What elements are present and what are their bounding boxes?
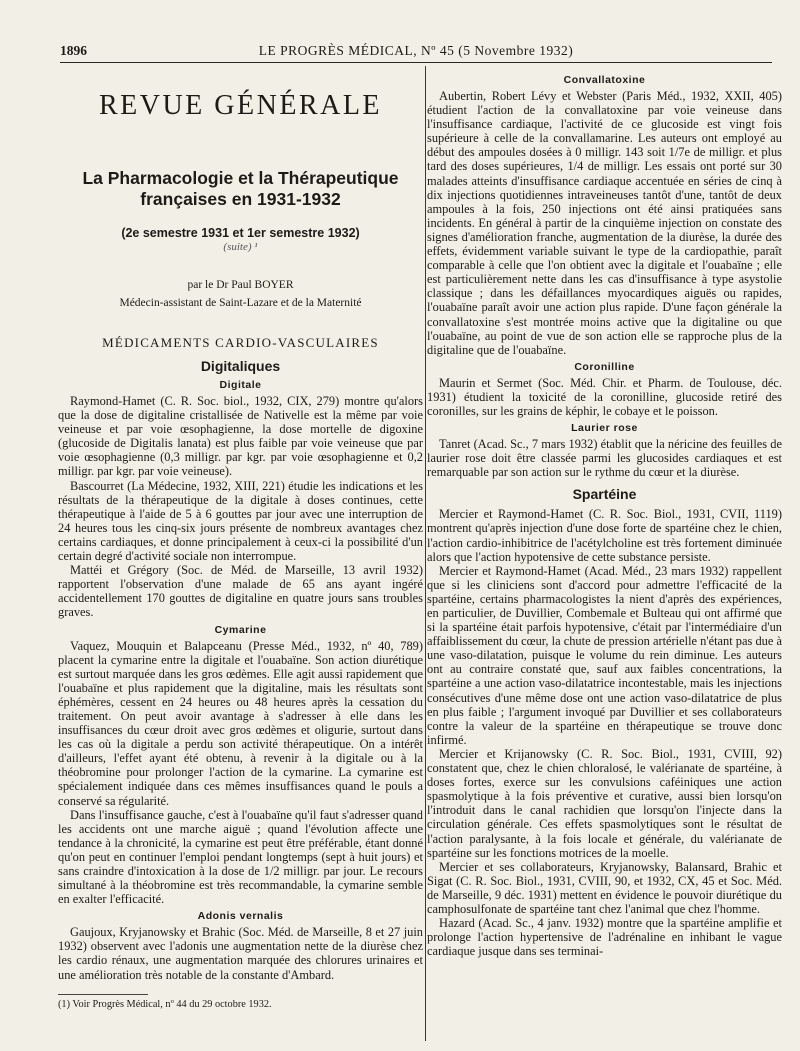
paragraph-sparteine-3: Mercier et Krijanowsky (C. R. Soc. Biol., 1931, CVIII, 92) constatent que, chez le chien chloralosé, le valérianate de spartéine, à doses fortes, exerce sur les convulsions caféiniques une action spasmolytique à la fois préventive et curative, aussi bien lorsqu'on l'introduit dans le canal rachidien que lorsqu'on l'injecte dans la circulation générale. Ces effets spasmolytiques sont le résultat de l'action paralysante, à la fois locale et générale, du valérianate de spartéine sur les fonctions motrices de la moelle.	[427, 746, 782, 860]
section-heading-sparteine: Spartéine	[572, 486, 637, 503]
subheading-coronilline: Coronilline	[574, 360, 635, 373]
paragraph-sparteine-1: Mercier et Raymond-Hamet (C. R. Soc. Biol., 1931, CVII, 1119) montrent qu'après injection d'une dose forte de spartéine chez le chien, l'action cardio-inhibitrice de l'acétylcholine est très fortement diminuée alors que l'action hypotensive de cette substance persiste.	[427, 507, 782, 564]
article-title	[58, 168, 423, 210]
paragraph-coronilline-1: Maurin et Sermet (Soc. Méd. Chir. et Pharm. de Toulouse, déc. 1931) étudient la toxicité de la coronilline, glucoside retiré des coronilles, sur les grains de képhir, le cobaye et le poisson.	[427, 375, 782, 418]
paragraph-cymarine-2: Dans l'insuffisance gauche, c'est à l'ouabaïne qu'il faut s'adresser quand les accidents ont une marche aiguë ; quand l'évolution affecte une tendance à la chronicité, la cymarine est peut être préférable, étant donné qu'on peut en continuer l'emploi pendant longtemps (sept à huit jours) et sans craindre d'intoxication à la dose de 1/2 milligr. par jour. Le recours simultané à la théobromine est très recommandable, la cymarine semble en exalter l'efficacité.	[58, 807, 423, 907]
paragraph-laurier-1: Tanret (Acad. Sc., 7 mars 1932) établit que la néricine des feuilles de laurier rose doit être classée parmi les glucosides cardiaques et est remarquable par son action sur le rythme du cœur et la diurèse.	[427, 437, 782, 480]
suite-note: (suite) ¹	[223, 241, 258, 253]
running-title: LE PROGRÈS MÉDICAL, Nº 45 (5 Novembre 1932)	[258, 43, 574, 58]
paragraph-sparteine-4: Mercier et ses collaborateurs, Kryjanowsky, Balansard, Brahic et Sigat (C. R. Soc. Biol., 1931, CVIII, 90, et 1932, CX, 45 et Soc. Méd. de Marseille, 9 déc. 1931) mettent en évidence le pouvoir diurétique du camphosulfonate de spartéine tant chez l'animal que chez l'homme.	[427, 859, 782, 916]
left-column	[58, 68, 423, 1010]
author-line: par le Dr Paul BOYER	[187, 279, 294, 291]
subheading-adonis: Adonis vernalis	[197, 910, 284, 923]
subheading-digitale: Digitale	[219, 379, 262, 391]
subheading-cymarine: Cymarine	[214, 623, 267, 636]
article-title-line1: La Pharmacologie et la Thérapeutique	[82, 168, 399, 188]
section-heading-main: MÉDICAMENTS CARDIO-VASCULAIRES	[102, 335, 379, 350]
section-heading-digitaliques: Digitaliques	[200, 358, 281, 374]
column-divider	[425, 66, 426, 1041]
paragraph-adonis-1: Gaujoux, Kryjanowsky et Brahic (Soc. Méd. de Marseille, 8 et 27 juin 1932) observent avec l'adonis une augmentation nette de la diurèse chez les cardio rénaux, une augmentation marquée des chlorures urinaires et une amélioration très notable de la constante d'Ambard.	[58, 925, 423, 982]
paragraph-sparteine-5: Hazard (Acad. Sc., 4 janv. 1932) montre que la spartéine amplifie et prolonge l'action hypertensive de l'adrénaline en inhibant le vague cardiaque jusque dans ses terminai-	[427, 916, 782, 959]
subheading-laurier-rose: Laurier rose	[571, 422, 638, 435]
article-title-line2: françaises en 1931-1932	[140, 189, 341, 209]
author-affiliation: Médecin-assistant de Saint-Lazare et de la Maternité	[119, 297, 362, 309]
paragraph-convallatoxine-1: Aubertin, Robert Lévy et Webster (Paris Méd., 1932, XXII, 405) étudient l'action de la convallatoxine par voie veineuse dans l'insuffisance cardiaque, l'activité de ce glucoside est vingt fois supérieure à celle de la convallamarine. Les auteurs ont employé au début des ampoules dosées à 0 milligr. 143 soit 1/7e de milligr. et plus tard des doses supérieures, 1/4 de milligr. Les essais ont porté sur 30 malades atteints d'insuffisance cardiaque accentuée en séries de cinq à dix injections quotidiennes intraveineuses tantôt d'une, tantôt de deux ampoules à la fois, 250 injections ont été ainsi pratiquées sans incidents. En général à partir de la cinquième injection on constate des signes d'amélioration franche, augmentation de la diurèse, la durée des effets, évidemment variable suivant le type de la cardiopathie, paraît comparable à celle que l'on obtient avec la digitale et l'ouabaïne ; elle est particulièrement nette dans les cas d'insuffisance à type asystolie classique ; dans les défaillances myocardiques aiguës ou rapides, l'ouabaïne paraît avoir une action plus rapide. D'une façon générale la convallatoxine s'est montrée moins active que la digitaline ou que l'ouabaïne, au point de vue de son action elle se rapproche plus de la digitaline que de l'ouabaïne.	[427, 89, 782, 357]
subheading-convallatoxine: Convallatoxine	[563, 74, 646, 86]
page-number: 1896	[60, 43, 87, 58]
page-header	[60, 38, 772, 63]
paragraph-digitale-2: Bascourret (La Médecine, 1932, XIII, 221) étudie les indications et les résultats de la thérapeutique de la digitale à doses continues, cette thérapeutique à l'aide de 5 à 6 gouttes par jour avec une interruption de 24 heures tous les cinq-six jours présente de nombreux avantages chez certains cardiaques, et donne principalement à ceux-ci la possibilité d'un certain degré d'activité sociale non interrompue.	[58, 478, 423, 564]
paragraph-digitale-3: Mattéi et Grégory (Soc. de Méd. de Marseille, 13 avril 1932) rapportent l'observation d'une malade de 65 ans ayant ingéré accidentellement 170 gouttes de digitaline en quatre jours sans troubles graves.	[58, 563, 423, 620]
right-column	[427, 68, 782, 958]
paragraph-cymarine-1: Vaquez, Mouquin et Balapceanu (Presse Méd., 1932, nº 40, 789) placent la cymarine entre la digitale et l'ouabaïne. Son action diurétique est surtout marquée dans les gros œdèmes. Elle agit aussi rapidement que l'ouabaïne et plus rapidement que la digitaline, mais les résultats sont éphémères, cessent en 24 heures ou 48 heures après la cessation du traitement. On peut avoir avantage à s'adresser à elle dans les insuffisances du cœur droit avec gros œdèmes et oligurie, surtout dans les cas où la digitale a perdu son activité thérapeutique. On a intérêt d'ailleurs, l'effet ayant été obtenu, à revenir à la digitale ou à la théobromine pour prolonger l'action de la cymarine. La cymarine est spécialement indiquée dans ces mêmes insuffisances quand le pouls a conservé sa régularité.	[58, 638, 423, 808]
paragraph-sparteine-2: Mercier et Raymond-Hamet (Acad. Méd., 23 mars 1932) rappellent que si les cliniciens sont d'accord pour admettre l'efficacité de la spartéine, certains pharmacologistes la nient d'après des expériences, en particulier, de Duvillier, Combemale et Bulteau qui ont affirmé que si la spartéine était parfois hypotensive, c'était par l'intermédiaire d'un affaiblissement du cœur, la chute de pression artérielle n'étant pas due à une vaso-dilatation, puisque le volume du rein diminue. Les auteurs ont au contraire constaté que, sauf aux faibles concentrations, la spartéine a une action vaso-dilatatrice incontestable, mais les injections consécutives d'une même dose ont une action vaso-dilatatrice de plus en plus faible ; l'argument invoqué par Duvillier et ses collaborateurs contre la valeur de la spartéine en thérapeutique se trouve donc infirmé.	[427, 563, 782, 747]
footnote-rule	[58, 994, 148, 995]
footnote: (1) Voir Progrès Médical, nº 44 du 29 octobre 1932.	[58, 998, 272, 1010]
semestre-line: (2e semestre 1931 et 1er semestre 1932)	[121, 226, 360, 240]
revue-heading: REVUE GÉNÉRALE	[98, 90, 383, 121]
paragraph-digitale-1: Raymond-Hamet (C. R. Soc. biol., 1932, CIX, 279) montre qu'alors que la dose de digitaline cristallisée de Nativelle est la même par voie veineuse et par voie œsophagienne, la dose mortelle de digoxine (glucoside de Digitalis lanata) est plus faible par voie veineuse que par voie œsophagienne (0,3 milligr. par kgr. par voie œsophagienne et 0,2 milligr. par kgr. par voie veineuse).	[58, 394, 423, 479]
